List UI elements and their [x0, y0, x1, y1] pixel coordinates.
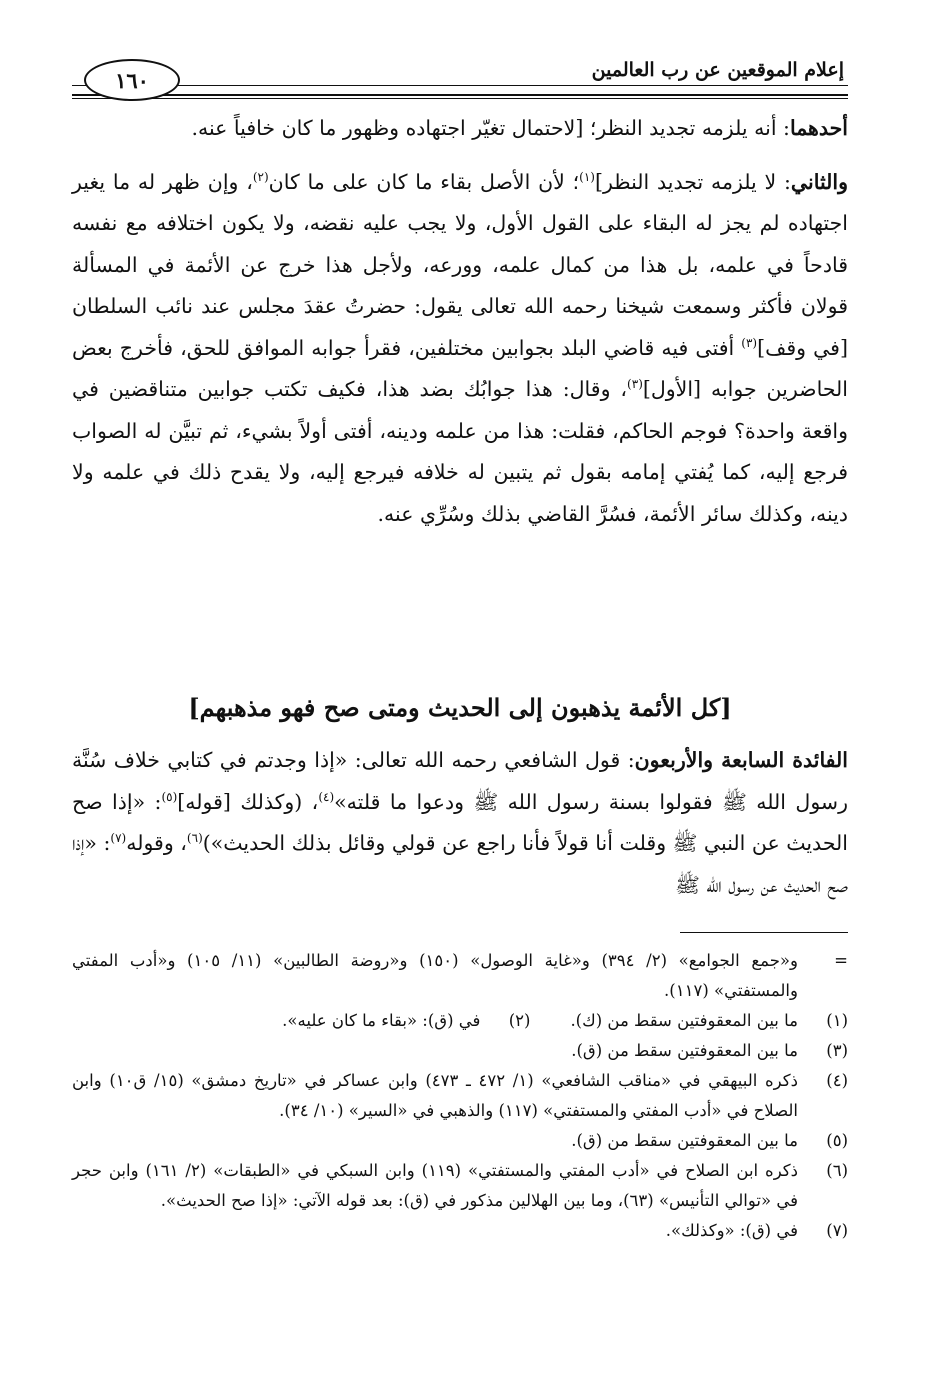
footnote-text: و«جمع الجوامع» (٢/ ٣٩٤) و«غاية الوصول» (١٥٠) و«روضة الطالبين» (١١/ ١٠٥) و«أدب المفتي والمستفتي» (١١٧).: [72, 951, 798, 1000]
paragraph-text: : لا يلزمه تجديد النظر]: [594, 169, 791, 194]
header-rule-double: [72, 94, 848, 96]
footnote-marker: (٢): [508, 1011, 531, 1030]
footnote-row: [72, 1006, 848, 1036]
paragraph-text: : أنه يلزمه تجديد النظر؛ [لاحتمال تغيّر اجتهاده وظهور ما كان خافياً عنه.: [191, 116, 790, 140]
footnote-marker: (٧): [826, 1221, 848, 1240]
footnote-text: ذكره البيهقي في «مناقب الشافعي» (١/ ٤٧٢ ـ ٤٧٣) وابن عساكر في «تاريخ دمشق» (١٥/ ق١٠) وابن الصلاح في «أدب المفتي والمستفتي» (١١٧) والذهبي في «السير» (١٠/ ٣٤).: [72, 1071, 798, 1120]
footnote-continued: [72, 946, 848, 1006]
paragraph-second-view: [72, 162, 848, 536]
paragraph-text: : «إذا صح الحديث عن رسول الله ﷺ: [72, 831, 848, 897]
footnote-ref: (١): [579, 169, 595, 184]
paragraph-text: : «إذا صح الحديث عن النبي ﷺ وقلت أنا قولاً فأنا راجع عن قولي وقائل بذلك الحديث»): [72, 789, 848, 855]
paragraph-benefit-47: [72, 740, 848, 906]
paragraph-text: أفتى فيه قاضي البلد بجوابين مختلفين، فقرأ جوابه الموافق للحق، فأخرج بعض الحاضرين جوابه [الأول]: [72, 335, 848, 401]
main-text: [72, 108, 848, 535]
paragraph-text: ؛ لأن الأصل بقاء ما كان على ما كان: [268, 169, 580, 194]
page-number: ١٦٠: [84, 59, 180, 101]
footnote-text: ما بين المعقوفتين سقط من (ق).: [571, 1131, 798, 1150]
header-rule: [72, 85, 848, 86]
paragraph-lead: والثاني: [790, 169, 848, 194]
footnote-2: [282, 1006, 530, 1036]
footnote-text: ذكره ابن الصلاح في «أدب المفتي والمستفتي» (١١٩) وابن السبكي في «الطبقات» (٢/ ١٦١) وابن حجر في «توالي التأنيس» (٦٣)، وما بين الهلالين مذكور في (ق): بعد قوله الآتي: «إذا صح الحديث».: [72, 1161, 798, 1210]
footnote-ref: (٣): [627, 377, 643, 392]
footnote-marker: (٤): [826, 1071, 848, 1090]
footnote-text: ما بين المعقوفتين سقط من (ك).: [570, 1011, 798, 1030]
footnote-text: ما بين المعقوفتين سقط من (ق).: [571, 1041, 798, 1060]
paragraph-text: ، وقوله: [126, 831, 187, 855]
footnote-ref: (٢): [252, 169, 269, 184]
paragraph-text: : قول الشافعي رحمه الله تعالى: «إذا وجدتم في كتابي خلاف سُنَّة رسول الله ﷺ فقولوا بسنة رسول الله ﷺ ودعوا ما قلته»: [72, 748, 848, 814]
footnote-marker: (٥): [826, 1131, 848, 1150]
paragraph-first-view: [72, 108, 848, 150]
footnote-4: [72, 1066, 848, 1126]
paragraph-lead: الفائدة السابعة والأربعون: [634, 748, 848, 772]
footnote-ref: (٦): [186, 831, 203, 846]
footnote-5: [72, 1126, 848, 1156]
page-header: [72, 45, 848, 105]
paragraph-text: ، وقال: هذا جوابُك بضد هذا، فكيف تكتب جوابين متناقضين في واقعة واحدة؟ فوجم الحاكم، فقلت: هذا من علمه ودينه، أفتى أولاً بشيء، ثم تبيَّن له الصواب فرجع إليه، كما يُفتي إمامه بقول ثم يتبين له خلافه فيرجع إليه، ولا يقدح ذلك في علمه ولا دينه، وكذلك سائر الأئمة، فسُرَّ القاضي بذلك وسُرِّي عنه.: [72, 377, 848, 526]
footnote-ref: (٣): [741, 335, 758, 350]
footnote-3: [72, 1036, 848, 1066]
footnote-separator: [680, 932, 848, 933]
paragraph-lead: أحدهما: [789, 116, 848, 140]
running-title: إعلام الموقعين عن رب العالمين: [591, 59, 844, 81]
footnotes: [72, 946, 848, 1246]
footnote-marker: (١): [826, 1011, 848, 1030]
footnote-text: في (ق): «بقاء ما كان عليه».: [282, 1011, 481, 1030]
footnote-ref: (٧): [110, 831, 127, 846]
footnote-marker: (٦): [826, 1161, 848, 1180]
footnote-marker: =: [834, 951, 848, 970]
footnote-text: في (ق): «وكذلك».: [665, 1221, 798, 1240]
paragraph-text: ، وإن ظهر له ما يغير اجتهاده لم يجز له البقاء على القول الأول، ولا يجب عليه نقضه، ولا يكون اختلافه مع نفسه قادحاً في علمه، بل هذا من كمال علمه، وورعه، ولأجل هذا خرج عن الأئمة في المسألة قولان فأكثر وسمعت شيخنا رحمه الله تعالى يقول: حضرتُ عقدَ مجلس عند نائب السلطان [في وقف]: [72, 169, 848, 360]
footnote-7: [72, 1216, 848, 1246]
section-heading: [كل الأئمة يذهبون إلى الحديث ومتى صح فهو مذهبهم]: [188, 693, 732, 722]
footnote-ref: (٥): [161, 789, 178, 804]
footnote-1: [570, 1006, 848, 1036]
footnote-6: [72, 1156, 848, 1216]
footnote-marker: (٣): [826, 1041, 848, 1060]
header-rule-double-thin: [72, 98, 848, 99]
footnote-ref: (٤): [318, 789, 335, 804]
paragraph-text: ، (وكذلك [قوله]: [177, 789, 319, 814]
main-text-continued: [72, 740, 848, 906]
